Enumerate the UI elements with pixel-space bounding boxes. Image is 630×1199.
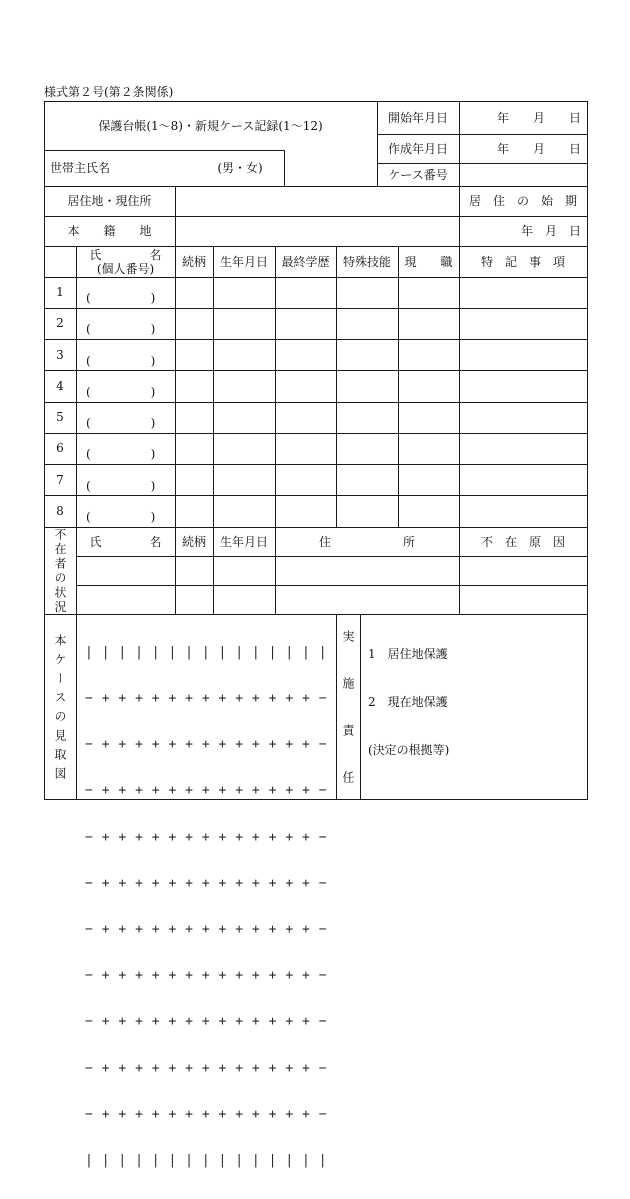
responsibility-label-box	[336, 614, 360, 818]
member-notes-header: 特 記 事 項	[480, 254, 565, 269]
member-number: 7	[56, 472, 64, 487]
member-birth-date-header: 生年月日	[219, 254, 268, 269]
member-row	[44, 340, 175, 371]
created-date-value: 年 月 日	[496, 141, 581, 156]
sketch-grid-row: − + + + + + + + + + + + + + −	[85, 968, 328, 984]
created-date-label: 作成年月日	[387, 141, 448, 156]
member-row	[44, 371, 175, 402]
absentee-relation-header: 続柄	[181, 534, 206, 549]
form-id: 様式第２号(第２条関係)	[44, 85, 174, 99]
sketch-grid-row: − + + + + + + + + + + + + + −	[85, 1106, 328, 1122]
member-name-header: 氏 名	[89, 247, 162, 262]
member-education-header: 最終学歴	[281, 254, 330, 269]
member-id-number-field: ( )	[86, 416, 156, 430]
responsibility-options	[368, 614, 583, 790]
member-rows	[44, 277, 175, 527]
sketch-grid-row: − + + + + + + + + + + + + + −	[85, 1060, 328, 1076]
member-number: 8	[56, 503, 64, 518]
responsibility-option-present-location: 2 現在地保護	[368, 695, 448, 709]
absentee-section-label-box	[44, 527, 76, 614]
member-relation-header: 続柄	[181, 254, 206, 269]
member-id-number-field: ( )	[86, 447, 156, 462]
sketch-section-label: 本ケースの見取図	[53, 634, 67, 786]
member-row	[44, 433, 175, 464]
member-id-number-field: ( )	[86, 478, 156, 493]
member-number: 4	[56, 378, 64, 393]
member-id-number-field: ( )	[86, 509, 156, 524]
member-row	[44, 402, 175, 433]
responsibility-option-residence: 1 居住地保護	[368, 647, 448, 661]
residence-start-value: 年 月 日	[520, 224, 581, 238]
member-number: 3	[56, 347, 64, 362]
residence-start-label: 居 住 の 始 期	[468, 194, 577, 208]
member-id-number-field: ( )	[86, 322, 156, 337]
member-number: 1	[56, 285, 64, 299]
sketch-grid-row: − + + + + + + + + + + + + + −	[85, 783, 328, 799]
member-id-number-field: ( )	[86, 291, 156, 305]
domicile-label: 本 籍 地	[67, 224, 152, 238]
start-date-value: 年 月 日	[496, 110, 581, 125]
member-row	[44, 277, 175, 308]
member-skills-header: 特殊技能	[342, 254, 391, 269]
member-row	[44, 465, 175, 496]
sketch-grid-row: − + + + + + + + + + + + + + −	[85, 922, 328, 938]
member-row	[44, 496, 175, 527]
sketch-grid-row: | | | | | | | | | | | | | | |	[85, 644, 328, 660]
absentee-address-header: 住 所	[318, 534, 415, 549]
sketch-grid-row: − + + + + + + + + + + + + + −	[85, 829, 328, 845]
responsibility-label: 実施責任	[341, 630, 355, 818]
member-number: 5	[56, 410, 64, 424]
member-id-number-field: ( )	[86, 384, 156, 399]
sketch-grid-row: | | | | | | | | | | | | | | |	[85, 1153, 328, 1169]
absentee-name-header: 氏 名	[89, 534, 162, 549]
case-number-label: ケース番号	[388, 167, 448, 182]
sketch-grid-row: − + + + + + + + + + + + + + −	[85, 1014, 328, 1030]
form-title: 保護台帳(1～8)・新規ケース記録(1～12)	[98, 118, 323, 133]
member-number: 6	[56, 441, 64, 456]
member-id-number-header: (個人番号)	[96, 262, 155, 276]
sketch-section-label-box	[44, 614, 76, 799]
absentee-reason-header: 不 在 原 因	[480, 534, 565, 549]
responsibility-basis-note: (決定の根拠等)	[368, 743, 450, 757]
absentee-birth-date-header: 生年月日	[219, 534, 268, 549]
member-row	[44, 308, 175, 339]
current-address-label: 居住地・現住所	[67, 194, 152, 208]
sketch-grid	[85, 614, 335, 1169]
absentee-section-label: 不在者の状況	[53, 528, 67, 616]
member-occupation-header: 現 職	[404, 254, 453, 269]
start-date-label: 開始年月日	[387, 110, 448, 125]
member-number: 2	[56, 316, 64, 331]
sex-options: (男・女)	[217, 161, 263, 175]
sketch-grid-row: − + + + + + + + + + + + + + −	[85, 875, 328, 891]
member-id-number-field: ( )	[86, 353, 156, 368]
sketch-grid-row: − + + + + + + + + + + + + + −	[85, 737, 328, 753]
householder-name-label: 世帯主氏名	[50, 161, 111, 175]
sketch-grid-row: − + + + + + + + + + + + + + −	[85, 691, 328, 707]
